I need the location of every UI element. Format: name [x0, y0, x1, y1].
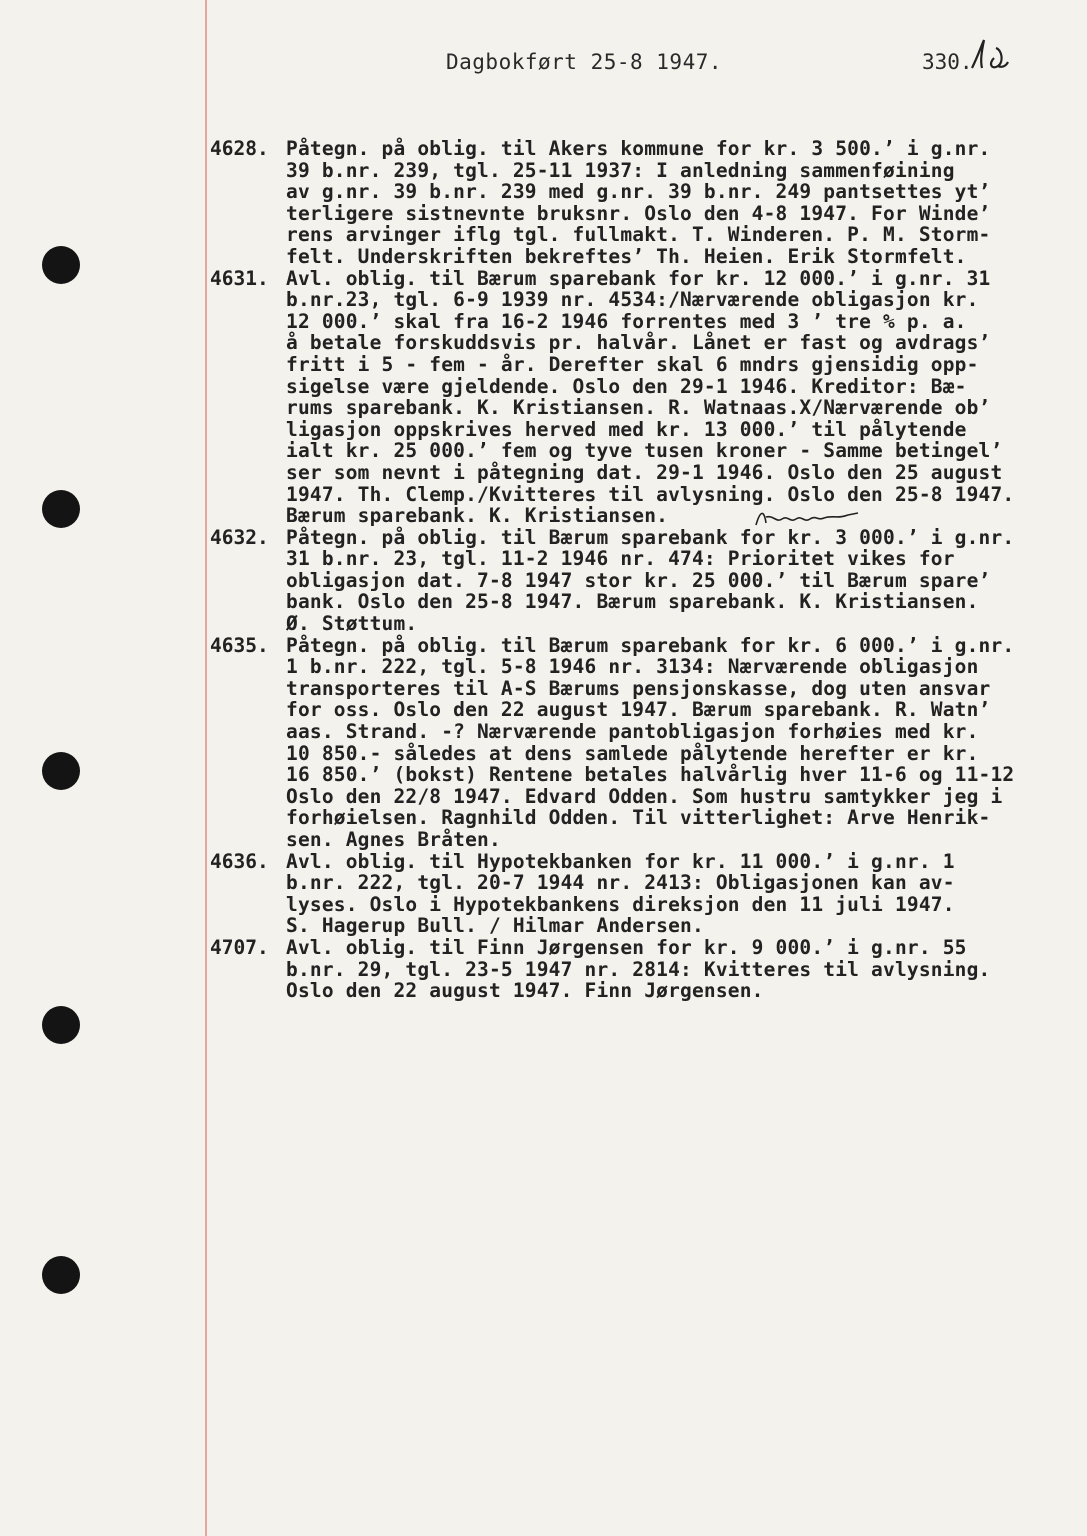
entry-number: 4636. [210, 849, 269, 873]
entry-text-line: ligasjon oppskrives herved med kr. 13 000.’ til pålytende [286, 417, 967, 441]
entry-text-line: b.nr. 29, tgl. 23-5 1947 nr. 2814: Kvitteres til avlysning. [286, 957, 991, 981]
journal-entry [210, 635, 1080, 851]
entry-text-line: ser som nevnt i påtegning dat. 29-1 1946. Oslo den 25 august [286, 460, 1003, 484]
entry-text-line: Bærum sparebank. K. Kristiansen. [286, 504, 669, 528]
punch-hole [42, 1256, 80, 1294]
entry-text-line: rums sparebank. K. Kristiansen. R. Watnaas.X/Nærværende ob’ [286, 396, 991, 420]
entry-number: 4628. [210, 137, 269, 160]
entry-text-line: Oslo den 22 august 1947. Finn Jørgensen. [286, 979, 764, 1003]
punch-hole [42, 490, 80, 528]
entry-text-line: lyses. Oslo i Hypotekbankens direksjon den 11 juli 1947. [286, 892, 955, 916]
entry-text-line: 16 850.’ (bokst) Rentene betales halvårlig hver 11-6 og 11-12 [286, 763, 1015, 787]
entry-text-line: Ø. Støttum. [286, 612, 418, 636]
entry-text-line: bank. Oslo den 25-8 1947. Bærum sparebank. K. Kristiansen. [286, 590, 979, 614]
punch-hole [42, 1006, 80, 1044]
entry-text-line: transporteres til A-S Bærums pensjonskasse, dog uten ansvar [286, 676, 991, 700]
entry-text-line: å betale forskuddsvis pr. halvår. Lånet er fast og avdrags’ [286, 331, 991, 355]
entry-text-line: S. Hagerup Bull. / Hilmar Andersen. [286, 914, 704, 938]
entry-text-line: sigelse være gjeldende. Oslo den 29-1 1946. Kreditor: Bæ- [286, 374, 967, 398]
entry-text-line: Påtegn. på oblig. til Akers kommune for kr. 3 500.’ i g.nr. [286, 137, 991, 160]
entry-text-line: Avl. oblig. til Bærum sparebank for kr. 12 000.’ i g.nr. 31 [286, 266, 991, 290]
entry-text-line: Avl. oblig. til Finn Jørgensen for kr. 9 000.’ i g.nr. 55 [286, 935, 967, 959]
punch-hole [42, 246, 80, 284]
entry-text-line: 1 b.nr. 222, tgl. 5-8 1946 nr. 3134: Nærværende obligasjon [286, 655, 979, 679]
entry-text-line: 1947. Th. Clemp./Kvitteres til avlysning. Oslo den 25-8 1947. [286, 482, 1015, 506]
entry-text-line: sen. Agnes Bråten. [286, 828, 501, 851]
entry-text-line: b.nr. 222, tgl. 20-7 1944 nr. 2413: Obligasjonen kan av- [286, 871, 955, 895]
entry-text-line: felt. Underskriften bekreftes’ Th. Heien. Erik Stormfelt. [286, 244, 967, 268]
entry-text-line: av g.nr. 39 b.nr. 239 med g.nr. 39 b.nr. 249 pantsettes yt’ [286, 180, 991, 204]
punch-hole [42, 752, 80, 790]
entry-number: 4632. [210, 525, 269, 549]
entry-text-line: terligere sistnevnte bruksnr. Oslo den 4-8 1947. For Winde’ [286, 201, 991, 225]
journal-entry [210, 937, 1080, 1002]
entry-text [286, 635, 1080, 851]
margin-rule [205, 0, 207, 1536]
entry-text-line: 10 850.- således at dens samlede pålytende herefter er kr. [286, 741, 979, 765]
entry-text [286, 527, 1080, 635]
handwritten-page-mark [968, 36, 1012, 72]
journal-entry [210, 851, 1080, 937]
entry-text-line: 39 b.nr. 239, tgl. 25-11 1937: I anledning sammenføining [286, 158, 955, 182]
entry-text-line: 12 000.’ skal fra 16-2 1946 forrentes med 3 ’ tre % p. a. [286, 309, 967, 333]
entry-text-line: for oss. Oslo den 22 august 1947. Bærum sparebank. R. Watn’ [286, 698, 991, 722]
entry-text-line: Oslo den 22/8 1947. Edvard Odden. Som hustru samtykker jeg i [286, 784, 1003, 808]
entry-text-line: aas. Strand. -? Nærværende pantobligasjon forhøies med kr. [286, 720, 979, 744]
entry-number: 4631. [210, 266, 269, 290]
handwritten-signature [752, 505, 862, 529]
entry-text-line: b.nr.23, tgl. 6-9 1939 nr. 4534:/Nærværende obligasjon kr. [286, 288, 979, 312]
entry-text-line: forhøielsen. Ragnhild Odden. Til vitterlighet: Arve Henrik- [286, 806, 991, 830]
entry-text-line: fritt i 5 - fem - år. Derefter skal 6 mndrs gjensidig opp- [286, 352, 979, 376]
journal-entry [210, 268, 1080, 527]
page-header: Dagbokført 25-8 1947. [446, 50, 723, 74]
entry-text-line: ialt kr. 25 000.’ fem og tyve tusen kroner - Samme betingel’ [286, 439, 1003, 463]
journal-entries [210, 138, 1080, 1002]
entry-text-line: obligasjon dat. 7-8 1947 stor kr. 25 000.’ til Bærum spare’ [286, 568, 991, 592]
entry-text [286, 268, 1080, 527]
entry-number: 4635. [210, 633, 269, 657]
entry-text-line: 31 b.nr. 23, tgl. 11-2 1946 nr. 474: Prioritet vikes for [286, 547, 955, 571]
page-number: 330. [922, 50, 973, 74]
entry-text [286, 851, 1080, 937]
entry-text-line: Påtegn. på oblig. til Bærum sparebank for kr. 3 000.’ i g.nr. [286, 525, 1015, 549]
journal-entry [210, 138, 1080, 268]
entry-text-line: rens arvinger iflg tgl. fullmakt. T. Winderen. P. M. Storm- [286, 223, 991, 247]
entry-number: 4707. [210, 935, 269, 959]
journal-entry [210, 527, 1080, 635]
entry-text-line: Avl. oblig. til Hypotekbanken for kr. 11 000.’ i g.nr. 1 [286, 849, 955, 873]
entry-text [286, 937, 1080, 1002]
entry-text-line: Påtegn. på oblig. til Bærum sparebank for kr. 6 000.’ i g.nr. [286, 633, 1015, 657]
entry-text [286, 138, 1080, 268]
